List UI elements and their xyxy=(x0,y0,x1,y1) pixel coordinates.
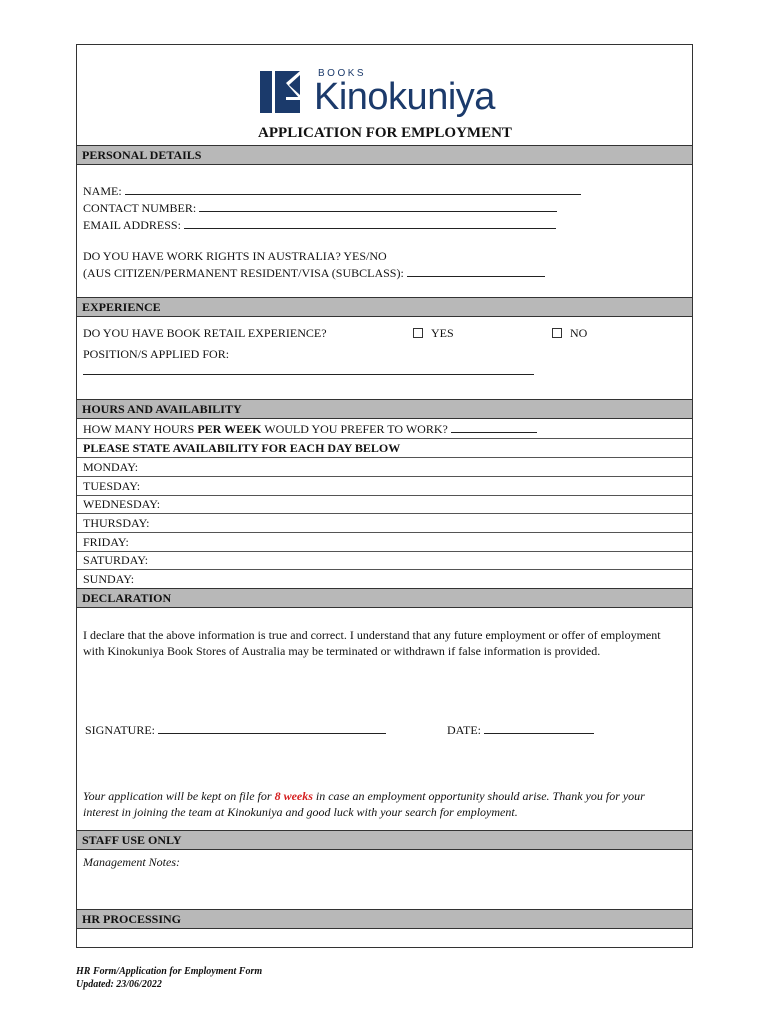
retention-note xyxy=(83,788,683,820)
position-applied-field[interactable] xyxy=(83,374,534,375)
logo-brand-name: Kinokuniya xyxy=(314,76,495,118)
logo-books-text: BOOKS xyxy=(318,68,367,79)
contact-number-field[interactable] xyxy=(199,201,557,212)
row-divider xyxy=(77,476,692,477)
yes-label: YES xyxy=(431,326,454,340)
yes-checkbox[interactable] xyxy=(413,328,423,338)
name-field-row xyxy=(83,184,581,198)
retail-yes-option[interactable] xyxy=(413,326,454,340)
hours-question-row xyxy=(83,422,537,436)
row-divider xyxy=(77,513,692,514)
no-checkbox[interactable] xyxy=(552,328,562,338)
name-field[interactable] xyxy=(125,184,581,195)
no-label: NO xyxy=(570,326,588,340)
day-saturday[interactable]: SATURDAY: xyxy=(83,553,149,567)
email-label: EMAIL ADDRESS: xyxy=(83,218,181,232)
retention-period: 8 weeks xyxy=(274,789,313,803)
footer-updated-date: Updated: 23/06/2022 xyxy=(76,979,162,990)
date-field[interactable] xyxy=(484,723,594,734)
kinokuniya-logo xyxy=(260,68,520,122)
book-retail-question: DO YOU HAVE BOOK RETAIL EXPERIENCE? xyxy=(83,326,327,340)
management-notes-label[interactable]: Management Notes: xyxy=(83,855,180,869)
contact-number-label: CONTACT NUMBER: xyxy=(83,201,197,215)
retail-no-option[interactable] xyxy=(552,326,587,340)
email-field-row xyxy=(83,218,556,232)
day-tuesday[interactable]: TUESDAY: xyxy=(83,479,141,493)
declaration-text: I declare that the above information is true and correct. I understand that any future employment or offer of employment with Kinokuniya Book Stores of Australia may be terminated or withdrawn if false information is provided. xyxy=(83,628,661,658)
row-divider xyxy=(77,495,692,496)
day-monday[interactable]: MONDAY: xyxy=(83,460,139,474)
retention-note-prefix: Your application will be kept on file for xyxy=(83,789,275,803)
visa-subclass-field[interactable] xyxy=(407,266,545,277)
signature-label: SIGNATURE: xyxy=(85,723,156,737)
availability-heading: PLEASE STATE AVAILABILITY FOR EACH DAY BELOW xyxy=(83,441,401,455)
hours-question-prefix: HOW MANY HOURS xyxy=(83,422,198,436)
date-label: DATE: xyxy=(447,723,481,737)
footer-form-name: HR Form/Application for Employment Form xyxy=(76,966,263,977)
position-applied-label: POSITION/S APPLIED FOR: xyxy=(83,347,230,361)
hours-question-bold: PER WEEK xyxy=(197,422,262,436)
work-rights-sub-row xyxy=(83,266,545,280)
row-divider xyxy=(77,532,692,533)
day-thursday[interactable]: THURSDAY: xyxy=(83,516,150,530)
kinokuniya-logo-mark-icon xyxy=(260,71,300,113)
section-header-hr-processing: HR PROCESSING xyxy=(77,909,692,929)
day-sunday[interactable]: SUNDAY: xyxy=(83,572,135,586)
hours-question-suffix: WOULD YOU PREFER TO WORK? xyxy=(261,422,448,436)
day-wednesday[interactable]: WEDNESDAY: xyxy=(83,497,161,511)
section-header-personal-details: PERSONAL DETAILS xyxy=(77,145,692,165)
row-divider xyxy=(77,551,692,552)
section-header-declaration: DECLARATION xyxy=(77,588,692,608)
section-header-experience: EXPERIENCE xyxy=(77,297,692,317)
signature-field[interactable] xyxy=(158,723,386,734)
email-field[interactable] xyxy=(184,218,556,229)
work-rights-question: DO YOU HAVE WORK RIGHTS IN AUSTRALIA? YES/NO xyxy=(83,249,387,263)
contact-field-row xyxy=(83,201,557,215)
row-divider xyxy=(77,457,692,458)
row-divider xyxy=(77,438,692,439)
section-header-hours: HOURS AND AVAILABILITY xyxy=(77,399,692,419)
retention-note-suffix: in case an employment opportunity should arise. Thank you for your interest in joining the team at Kinokuniya and good luck with your search for employment. xyxy=(83,789,645,819)
name-label: NAME: xyxy=(83,184,122,198)
date-row xyxy=(447,723,594,737)
hours-per-week-field[interactable] xyxy=(451,422,537,433)
section-header-staff-use: STAFF USE ONLY xyxy=(77,830,692,850)
row-divider xyxy=(77,569,692,570)
signature-row xyxy=(85,723,386,737)
page-title: APPLICATION FOR EMPLOYMENT xyxy=(258,125,512,141)
visa-subclass-label: (AUS CITIZEN/PERMANENT RESIDENT/VISA (SUBCLASS): xyxy=(83,266,404,280)
day-friday[interactable]: FRIDAY: xyxy=(83,535,129,549)
